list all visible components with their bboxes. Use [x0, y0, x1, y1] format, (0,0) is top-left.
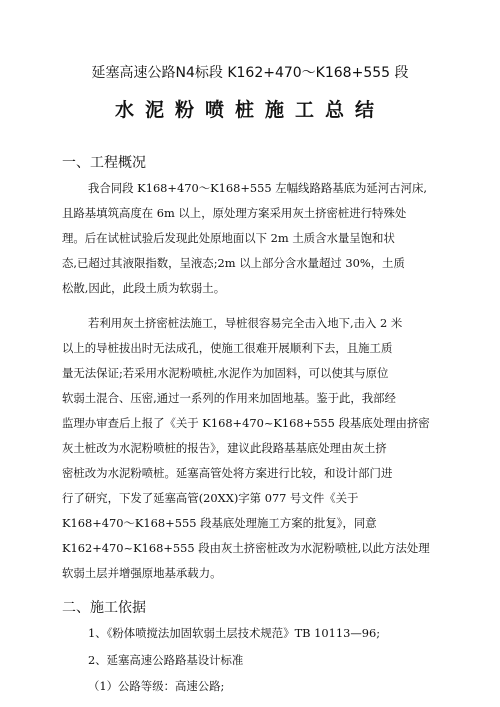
section1-line: K162+470~K168+555 段由灰土挤密桩改为水泥粉喷桩,以此方法处理 [62, 541, 430, 555]
section2-line: （1）公路等级：高速公路; [88, 679, 225, 693]
section1-line: 理。后在试桩试验后发现此处原地面以下 2m 土质含水量呈饱和状 [62, 231, 395, 245]
section1-line: 行了研究，下发了延塞高管(20XX)字第 077 号文件《关于 [62, 491, 359, 505]
section1-line: 监理办审查后上报了《关于 K168+470~K168+555 段基底处理由挤密 [62, 416, 430, 430]
section1-line: 态,已超过其液限指数，呈液态;2m 以上部分含水量超过 30%，土质 [62, 256, 405, 270]
section1-line: 以上的导桩拔出时无法成孔，使施工很难开展顺利下去，且施工质 [62, 341, 393, 355]
section1-line: 软弱土混合、压密,通过一系列的作用来加固地基。鉴于此，我部经 [62, 391, 396, 405]
section1-line: 我合同段 K168+470～K168+555 左幅线路路基底为延河古河床, [88, 181, 427, 195]
section2-line: 1、《粉体喷搅法加固软弱土层技术规范》TB 10113—96; [88, 626, 381, 640]
section1-line: 松散,因此，此段土质为软弱土。 [62, 281, 226, 295]
document-title: 水泥粉喷桩施工总结 [114, 99, 385, 121]
document-subtitle: 延塞高速公路N4标段 K162+470～K168+555 段 [91, 65, 409, 81]
section1-heading: 一、工程概况 [62, 155, 146, 171]
section1-line: 若利用灰土挤密桩法施工，导桩很容易完全击入地下,击入 2 米 [88, 316, 403, 330]
section1-line: 灰土桩改为水泥粉喷桩的报告》，建议此段路基基底处理由灰土挤 [62, 441, 387, 455]
section2-heading: 二、施工依据 [62, 600, 146, 616]
section1-line: K168+470～K168+555 段基底处理施工方案的批复》，同意 [62, 516, 377, 530]
section1-line: 且路基填筑高度在 6m 以上，原处理方案采用灰土挤密桩进行特殊处 [62, 206, 407, 220]
section1-line: 量无法保证;若采用水泥粉喷桩,水泥作为加固料，可以使其与原位 [62, 366, 389, 380]
section1-line: 密桩改为水泥粉喷桩。延塞高管处将方案进行比较，和设计部门进 [62, 466, 393, 480]
section2-line: 2、延塞高速公路路基设计标准 [88, 653, 244, 667]
section1-line: 软弱土层并增强原地基承载力。 [62, 566, 222, 580]
